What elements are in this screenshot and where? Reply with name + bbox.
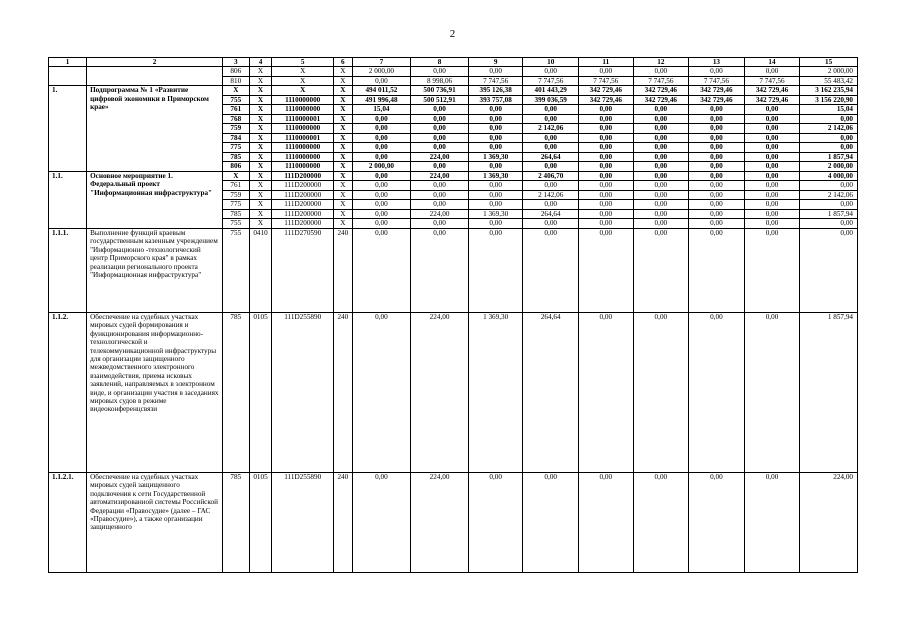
row-number: 1. xyxy=(49,86,87,172)
table-cell: 0,00 xyxy=(800,114,858,124)
table-cell: X xyxy=(334,124,353,134)
table-cell: X xyxy=(334,209,353,219)
table-cell: 0,00 xyxy=(744,228,800,312)
table-cell: 0105 xyxy=(249,472,272,572)
table-cell: 785 xyxy=(222,472,249,572)
header-cell: 9 xyxy=(468,58,523,67)
table-cell: X xyxy=(334,190,353,200)
table-cell: X xyxy=(334,95,353,105)
table-cell: 0,00 xyxy=(411,200,469,210)
table-cell: 0,00 xyxy=(633,124,689,134)
table-cell: 0,00 xyxy=(411,143,469,153)
table-cell: 393 757,08 xyxy=(468,95,523,105)
table-cell: 0,00 xyxy=(744,190,800,200)
table-cell: 111D255890 xyxy=(272,472,334,572)
header-cell: 10 xyxy=(523,58,579,67)
table-cell: 761 xyxy=(222,181,249,191)
table-cell: 0,00 xyxy=(689,312,745,472)
table-cell: 224,00 xyxy=(800,472,858,572)
table-cell: X xyxy=(222,86,249,96)
table-cell: 0,00 xyxy=(633,228,689,312)
table-cell: 0,00 xyxy=(468,219,523,229)
table-row xyxy=(49,472,858,572)
table-cell: 0,00 xyxy=(468,133,523,143)
table-cell: 0,00 xyxy=(411,219,469,229)
table-cell: X xyxy=(272,76,334,86)
table-cell: X xyxy=(334,105,353,115)
table-cell: 0,00 xyxy=(579,114,634,124)
table-cell: 0,00 xyxy=(352,124,411,134)
table-cell: 0,00 xyxy=(411,133,469,143)
table-cell: X xyxy=(334,143,353,153)
header-cell: 11 xyxy=(579,58,634,67)
table-cell: 0,00 xyxy=(352,152,411,162)
table-cell: X xyxy=(334,181,353,191)
table-cell: 0,00 xyxy=(579,67,634,77)
table-cell: 15,04 xyxy=(800,105,858,115)
table-cell: 0,00 xyxy=(800,143,858,153)
table-cell: X xyxy=(249,162,272,172)
table-cell: 0,00 xyxy=(633,312,689,472)
table-cell: 1110000000 xyxy=(272,105,334,115)
table-cell: 8 998,06 xyxy=(411,76,469,86)
table-cell: 0,00 xyxy=(352,472,411,572)
row-name: Обеспечение на судебных участках мировых судей защищенного подключения к сети Государственной автоматизированной системы Российской Федерации «Правосудие» (далее – ГАС «Правосудие»), а также организации защищенного xyxy=(87,472,223,572)
table-cell: 0,00 xyxy=(579,133,634,143)
table-cell: 0,00 xyxy=(800,133,858,143)
table-cell: 342 729,46 xyxy=(744,95,800,105)
table-cell: X xyxy=(249,86,272,96)
table-cell: 240 xyxy=(334,472,353,572)
table-cell: 342 729,46 xyxy=(744,86,800,96)
table-cell: X xyxy=(334,114,353,124)
table-cell: 785 xyxy=(222,152,249,162)
table-cell: 0,00 xyxy=(800,219,858,229)
table-cell: 2 142,06 xyxy=(523,124,579,134)
table-cell: 810 xyxy=(222,76,249,86)
table-cell: 0,00 xyxy=(411,181,469,191)
table-cell: 224,00 xyxy=(411,472,469,572)
table-cell: 2 142,06 xyxy=(523,190,579,200)
table-cell: 0,00 xyxy=(411,67,469,77)
table-cell: 7 747,56 xyxy=(689,76,745,86)
table-cell: X xyxy=(334,67,353,77)
table-cell: 0,00 xyxy=(744,181,800,191)
table-cell: 111D200000 xyxy=(272,219,334,229)
table-cell: 0,00 xyxy=(468,190,523,200)
table-cell: 264,64 xyxy=(523,209,579,219)
table-cell: 500 512,91 xyxy=(411,95,469,105)
table-cell: 0,00 xyxy=(352,181,411,191)
table-cell: X xyxy=(249,219,272,229)
table-cell: 0,00 xyxy=(352,312,411,472)
table-cell: X xyxy=(249,181,272,191)
table-cell: 0,00 xyxy=(689,219,745,229)
table-cell: 0,00 xyxy=(744,133,800,143)
table-cell: 2 000,00 xyxy=(352,67,411,77)
table-cell: 755 xyxy=(222,228,249,312)
table-cell: 111D200000 xyxy=(272,181,334,191)
table-cell: 399 036,59 xyxy=(523,95,579,105)
table-cell: 0,00 xyxy=(633,133,689,143)
table-cell: 0,00 xyxy=(579,209,634,219)
table-cell: 111D270590 xyxy=(272,228,334,312)
table-cell: 491 996,48 xyxy=(352,95,411,105)
table-cell: 111D200000 xyxy=(272,190,334,200)
table-cell: 2 000,00 xyxy=(352,162,411,172)
table-cell: 0,00 xyxy=(579,190,634,200)
table-cell: 761 xyxy=(222,105,249,115)
table-row xyxy=(49,171,858,181)
table-cell: X xyxy=(334,76,353,86)
table-cell: 7 747,56 xyxy=(744,76,800,86)
table-cell: X xyxy=(249,124,272,134)
table-cell: 775 xyxy=(222,200,249,210)
table-cell: 500 736,91 xyxy=(411,86,469,96)
table-cell: 0,00 xyxy=(579,152,634,162)
table-cell: 755 xyxy=(222,219,249,229)
row-number: 1.1.1. xyxy=(49,228,87,312)
table-cell: 224,00 xyxy=(411,152,469,162)
table-cell: X xyxy=(272,86,334,96)
table-cell: X xyxy=(334,162,353,172)
table-cell: 240 xyxy=(334,228,353,312)
table-cell: X xyxy=(334,152,353,162)
table-cell: 768 xyxy=(222,114,249,124)
table-cell: X xyxy=(249,209,272,219)
table-cell: 0,00 xyxy=(352,76,411,86)
table-cell: 0,00 xyxy=(689,152,745,162)
table-cell: 0,00 xyxy=(744,162,800,172)
table-cell: 0,00 xyxy=(411,190,469,200)
table-cell: 0,00 xyxy=(744,219,800,229)
table-cell: 1 369,30 xyxy=(468,209,523,219)
budget-table xyxy=(48,57,858,573)
table-cell: 0,00 xyxy=(633,219,689,229)
table-cell: 785 xyxy=(222,209,249,219)
table-cell: 0,00 xyxy=(744,209,800,219)
table-cell: 0,00 xyxy=(744,200,800,210)
table-cell: 0,00 xyxy=(579,219,634,229)
header-cell: 13 xyxy=(689,58,745,67)
table-cell: 401 443,29 xyxy=(523,86,579,96)
table-row xyxy=(49,86,858,96)
table-cell: 2 142,06 xyxy=(800,124,858,134)
table-cell: 111D255890 xyxy=(272,312,334,472)
table-cell: 0,00 xyxy=(744,152,800,162)
table-cell: 0,00 xyxy=(523,162,579,172)
table-cell: 0,00 xyxy=(633,67,689,77)
table-cell: X xyxy=(249,152,272,162)
table-cell: 0,00 xyxy=(744,67,800,77)
table-cell: 0,00 xyxy=(411,105,469,115)
header-cell: 6 xyxy=(334,58,353,67)
table-cell: 342 729,46 xyxy=(579,95,634,105)
table-cell: 0,00 xyxy=(411,228,469,312)
table-cell: 0,00 xyxy=(352,190,411,200)
table-cell: 0,00 xyxy=(744,312,800,472)
table-cell: 0,00 xyxy=(800,200,858,210)
table-cell: 0105 xyxy=(249,312,272,472)
table-cell: 1 857,94 xyxy=(800,209,858,219)
header-cell: 8 xyxy=(411,58,469,67)
table-cell: 3 156 220,90 xyxy=(800,95,858,105)
table-cell: 1110000000 xyxy=(272,162,334,172)
table-cell: 0,00 xyxy=(744,171,800,181)
table-cell: 0,00 xyxy=(579,124,634,134)
table-cell: 0,00 xyxy=(411,114,469,124)
table-cell: 224,00 xyxy=(411,209,469,219)
table-cell: 342 729,46 xyxy=(689,86,745,96)
row-number: 1.1.2.1. xyxy=(49,472,87,572)
table-cell: 1110000000 xyxy=(272,143,334,153)
table-cell: 0,00 xyxy=(744,472,800,572)
table-cell: 224,00 xyxy=(411,312,469,472)
table-cell: 0,00 xyxy=(579,312,634,472)
table-cell: 0,00 xyxy=(744,143,800,153)
table-cell: 1 369,30 xyxy=(468,312,523,472)
table-cell: 4 000,00 xyxy=(800,171,858,181)
table-cell: X xyxy=(334,219,353,229)
table-cell: 494 011,52 xyxy=(352,86,411,96)
table-cell: 0,00 xyxy=(689,143,745,153)
table-cell: 0,00 xyxy=(633,162,689,172)
table-cell: 224,00 xyxy=(411,171,469,181)
table-cell: 0,00 xyxy=(689,133,745,143)
table-row xyxy=(49,312,858,472)
table-cell: 1 369,30 xyxy=(468,152,523,162)
table-cell: 0,00 xyxy=(689,190,745,200)
table-cell: 1 369,30 xyxy=(468,171,523,181)
table-cell: 3 162 235,94 xyxy=(800,86,858,96)
table-cell: 0,00 xyxy=(523,67,579,77)
table-cell: X xyxy=(222,171,249,181)
table-cell: 0,00 xyxy=(352,228,411,312)
table-cell: 111D200000 xyxy=(272,209,334,219)
table-cell: 55 483,42 xyxy=(800,76,858,86)
table-cell: 0,00 xyxy=(468,114,523,124)
table-cell: 0,00 xyxy=(633,190,689,200)
table-cell: 0,00 xyxy=(468,143,523,153)
table-cell: 0,00 xyxy=(800,181,858,191)
table-cell: 7 747,56 xyxy=(523,76,579,86)
table-cell: 111D200000 xyxy=(272,200,334,210)
table-cell: 0,00 xyxy=(633,105,689,115)
table-cell: 0,00 xyxy=(352,143,411,153)
table-cell: 264,64 xyxy=(523,152,579,162)
table-row xyxy=(49,67,858,77)
header-row xyxy=(49,58,858,67)
table-cell: 342 729,46 xyxy=(633,86,689,96)
table-cell: 0,00 xyxy=(352,219,411,229)
table-cell: 2 406,70 xyxy=(523,171,579,181)
table-cell: 0,00 xyxy=(633,114,689,124)
table-cell: X xyxy=(249,95,272,105)
table-cell: 0,00 xyxy=(468,124,523,134)
table-cell: 0,00 xyxy=(579,162,634,172)
table-cell: 111D200000 xyxy=(272,171,334,181)
table-cell: 0,00 xyxy=(689,114,745,124)
table-cell: 785 xyxy=(222,312,249,472)
table-cell: X xyxy=(249,105,272,115)
table-cell: 15,04 xyxy=(352,105,411,115)
table-cell: 0,00 xyxy=(579,171,634,181)
table-cell: 755 xyxy=(222,95,249,105)
row-name xyxy=(87,67,223,86)
row-name: Подпрограмма № 1 «Развитие цифровой экономики в Приморском крае» xyxy=(87,86,223,172)
table-cell: 342 729,46 xyxy=(633,95,689,105)
table-cell: 0,00 xyxy=(523,114,579,124)
table-cell: 7 747,56 xyxy=(468,76,523,86)
table-cell: 0,00 xyxy=(579,228,634,312)
header-cell: 3 xyxy=(222,58,249,67)
table-cell: 1 857,94 xyxy=(800,152,858,162)
table-cell: 2 142,06 xyxy=(800,190,858,200)
table-cell: 7 747,56 xyxy=(579,76,634,86)
table-cell: X xyxy=(334,171,353,181)
header-cell: 7 xyxy=(352,58,411,67)
row-number: 1.1. xyxy=(49,171,87,228)
row-name: Обеспечение на судебных участках мировых судей формирования и функционирования информационно-технологической и телекоммуникационной инфраструктуры для организации защищенного межведомственного электронного взаимодействия, приема исковых заявлений, направляемых в электронном виде, и организации участия в заседаниях мировых судов в режиме видеоконференцсвязи xyxy=(87,312,223,472)
table-cell: 0,00 xyxy=(352,133,411,143)
table-cell: 0,00 xyxy=(523,219,579,229)
table-cell: 806 xyxy=(222,162,249,172)
table-cell: X xyxy=(249,200,272,210)
row-name: Выполнение функций краевым государственным казенным учреждением "Информационно -технологический центр Приморского края" в рамках реализации регионального проекта "Информационная инфраструктура" xyxy=(87,228,223,312)
table-cell: 0,00 xyxy=(411,162,469,172)
table-cell: 0,00 xyxy=(523,133,579,143)
table-cell: 0,00 xyxy=(689,209,745,219)
table-cell: 0,00 xyxy=(523,200,579,210)
table-cell: 1110000000 xyxy=(272,152,334,162)
table-cell: 0,00 xyxy=(689,200,745,210)
table-cell: 0,00 xyxy=(689,162,745,172)
table-cell: 0,00 xyxy=(633,152,689,162)
header-cell: 4 xyxy=(249,58,272,67)
table-cell: 0,00 xyxy=(689,124,745,134)
header-cell: 12 xyxy=(633,58,689,67)
table-cell: 1110000001 xyxy=(272,114,334,124)
table-cell: 0,00 xyxy=(523,105,579,115)
table-cell: 0,00 xyxy=(633,209,689,219)
table-cell: 1110000000 xyxy=(272,95,334,105)
row-number: 1.1.2. xyxy=(49,312,87,472)
table-cell: 0,00 xyxy=(744,114,800,124)
table-cell: 0,00 xyxy=(352,114,411,124)
table-cell: 0,00 xyxy=(468,162,523,172)
table-cell: X xyxy=(249,133,272,143)
table-cell: 0,00 xyxy=(689,228,745,312)
table-cell: 342 729,46 xyxy=(579,86,634,96)
table-cell: 0,00 xyxy=(689,171,745,181)
table-row xyxy=(49,228,858,312)
table-cell: 0,00 xyxy=(468,181,523,191)
table-cell: 775 xyxy=(222,143,249,153)
table-cell: 0,00 xyxy=(579,143,634,153)
header-cell: 15 xyxy=(800,58,858,67)
table-cell: 0,00 xyxy=(689,181,745,191)
table-cell: 0,00 xyxy=(523,143,579,153)
table-cell: X xyxy=(334,200,353,210)
table-cell: X xyxy=(249,190,272,200)
table-cell: 0,00 xyxy=(633,181,689,191)
table-cell: 0,00 xyxy=(352,200,411,210)
table-cell: 0,00 xyxy=(468,67,523,77)
table-cell: 0,00 xyxy=(689,105,745,115)
table-cell: 0,00 xyxy=(352,209,411,219)
header-cell: 1 xyxy=(49,58,87,67)
table-cell: 784 xyxy=(222,133,249,143)
table-cell: 2 000,00 xyxy=(800,67,858,77)
table-cell: 0,00 xyxy=(689,67,745,77)
table-cell: 0,00 xyxy=(633,143,689,153)
table-cell: X xyxy=(249,67,272,77)
table-cell: 0,00 xyxy=(468,105,523,115)
table-cell: 0,00 xyxy=(523,181,579,191)
table-cell: 0,00 xyxy=(633,472,689,572)
table-cell: 240 xyxy=(334,312,353,472)
table-cell: X xyxy=(249,143,272,153)
table-cell: 759 xyxy=(222,190,249,200)
table-cell: 0,00 xyxy=(468,200,523,210)
row-number xyxy=(49,67,87,86)
header-cell: 5 xyxy=(272,58,334,67)
table-cell: 0,00 xyxy=(468,228,523,312)
table-cell: 0,00 xyxy=(633,171,689,181)
table-cell: 0,00 xyxy=(689,472,745,572)
table-cell: X xyxy=(249,76,272,86)
table-cell: 1110000001 xyxy=(272,133,334,143)
table-cell: X xyxy=(249,171,272,181)
table-cell: 0,00 xyxy=(468,472,523,572)
table-cell: 0,00 xyxy=(523,472,579,572)
table-cell: 759 xyxy=(222,124,249,134)
table-cell: 0,00 xyxy=(579,200,634,210)
table-cell: 342 729,46 xyxy=(689,95,745,105)
table-cell: 0,00 xyxy=(744,105,800,115)
table-cell: 7 747,56 xyxy=(633,76,689,86)
table-cell: 0,00 xyxy=(579,472,634,572)
table-cell: 806 xyxy=(222,67,249,77)
table-cell: 0,00 xyxy=(579,181,634,191)
table-cell: 0,00 xyxy=(800,228,858,312)
table-cell: 395 126,38 xyxy=(468,86,523,96)
table-cell: 0,00 xyxy=(633,200,689,210)
table-cell: 264,64 xyxy=(523,312,579,472)
header-cell: 2 xyxy=(87,58,223,67)
table-cell: 0,00 xyxy=(579,105,634,115)
table-cell: X xyxy=(272,67,334,77)
table-cell: 2 000,00 xyxy=(800,162,858,172)
table-cell: 1 857,94 xyxy=(800,312,858,472)
table-cell: X xyxy=(334,133,353,143)
table-cell: 1110000000 xyxy=(272,124,334,134)
header-cell: 14 xyxy=(744,58,800,67)
page-number: 2 xyxy=(449,28,456,40)
table-cell: 0410 xyxy=(249,228,272,312)
row-name: Основное мероприятие 1. Федеральный проект "Информационная инфраструктура" xyxy=(87,171,223,228)
table-cell: X xyxy=(334,86,353,96)
table-cell: 0,00 xyxy=(744,124,800,134)
table-cell: 0,00 xyxy=(352,171,411,181)
table-cell: X xyxy=(249,114,272,124)
table-cell: 0,00 xyxy=(523,228,579,312)
table-cell: 0,00 xyxy=(411,124,469,134)
